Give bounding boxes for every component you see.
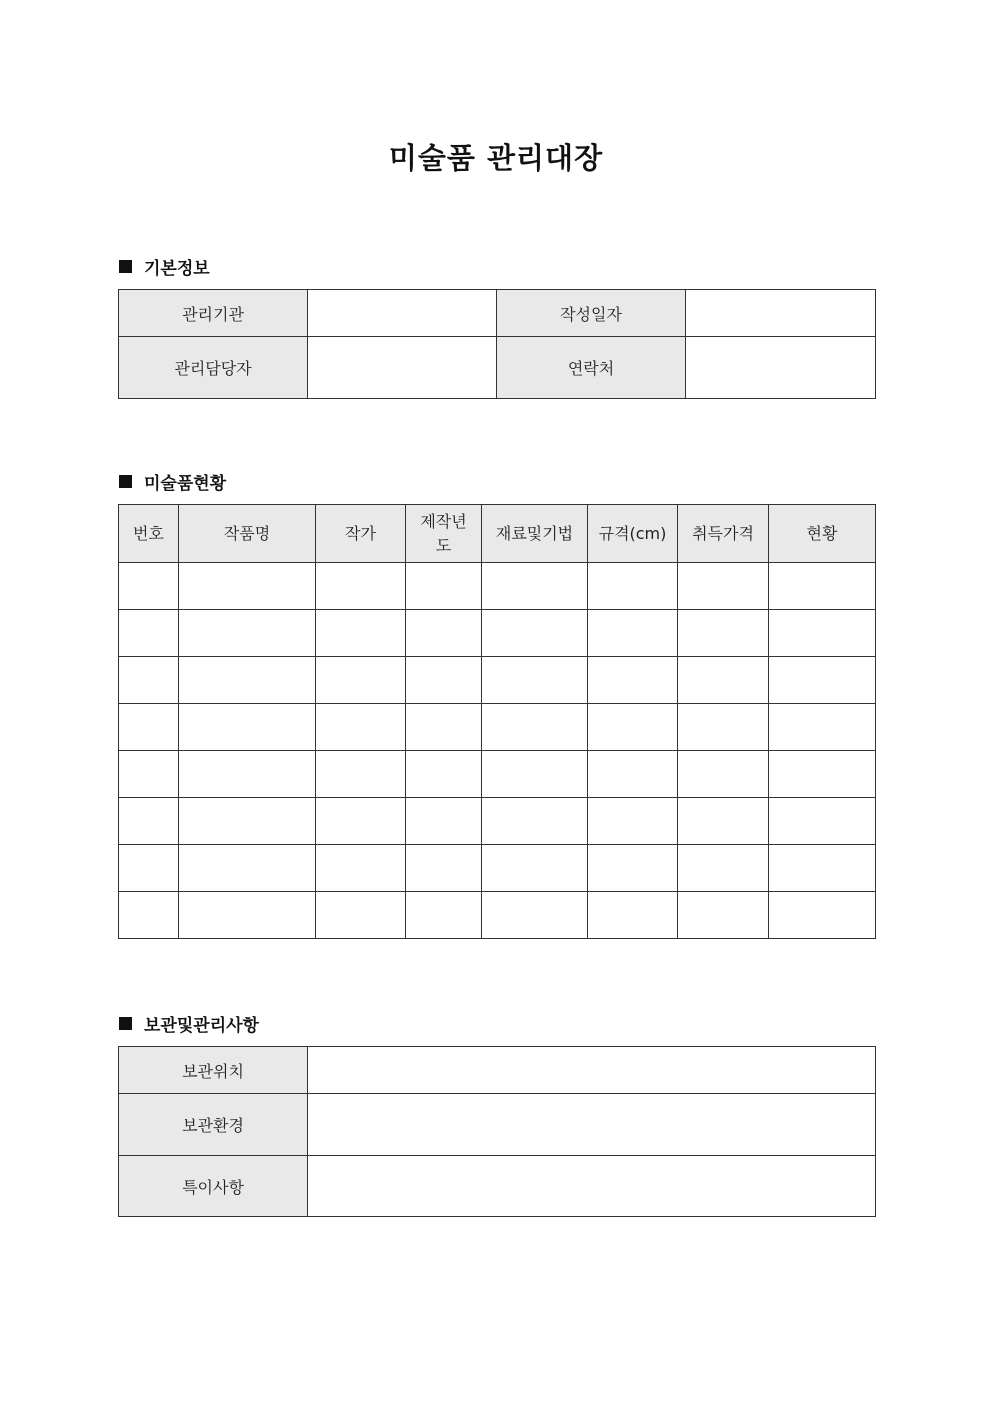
- table-cell[interactable]: [316, 751, 406, 798]
- table-cell[interactable]: [482, 798, 588, 845]
- table-cell[interactable]: [316, 657, 406, 704]
- table-cell[interactable]: [482, 610, 588, 657]
- column-header-size: 규격(cm): [588, 505, 678, 563]
- table-cell[interactable]: [482, 563, 588, 610]
- table-row: [119, 798, 876, 845]
- managing-institution-field[interactable]: [308, 290, 497, 337]
- managing-institution-label: 관리기관: [119, 290, 308, 337]
- contact-field[interactable]: [686, 337, 876, 399]
- table-cell[interactable]: [678, 704, 769, 751]
- table-cell[interactable]: [406, 704, 482, 751]
- table-row: [119, 704, 876, 751]
- column-header-price: 취득가격: [678, 505, 769, 563]
- table-cell[interactable]: [406, 751, 482, 798]
- table-row: [119, 610, 876, 657]
- table-row: [119, 845, 876, 892]
- storage-heading-label: 보관및관리사항: [144, 1016, 259, 1036]
- table-cell[interactable]: [119, 657, 179, 704]
- table-row: [119, 657, 876, 704]
- basic-info-row: [119, 290, 876, 337]
- table-header-row: [119, 505, 876, 563]
- table-cell[interactable]: [769, 610, 876, 657]
- table-cell[interactable]: [482, 657, 588, 704]
- table-cell[interactable]: [316, 892, 406, 939]
- square-bullet-icon: [119, 475, 132, 488]
- column-header-year-label: 제작년도: [420, 511, 467, 555]
- table-cell[interactable]: [588, 845, 678, 892]
- storage-environment-label: 보관환경: [119, 1094, 308, 1156]
- table-cell[interactable]: [678, 798, 769, 845]
- storage-row: [119, 1047, 876, 1094]
- square-bullet-icon: [119, 1017, 132, 1030]
- table-cell[interactable]: [769, 704, 876, 751]
- table-row: [119, 563, 876, 610]
- table-cell[interactable]: [179, 892, 316, 939]
- table-cell[interactable]: [588, 610, 678, 657]
- table-cell[interactable]: [678, 845, 769, 892]
- storage-environment-field[interactable]: [308, 1094, 876, 1156]
- column-header-year: [406, 505, 482, 563]
- table-cell[interactable]: [588, 892, 678, 939]
- table-cell[interactable]: [119, 798, 179, 845]
- table-cell[interactable]: [119, 704, 179, 751]
- table-cell[interactable]: [678, 563, 769, 610]
- table-cell[interactable]: [179, 610, 316, 657]
- table-cell[interactable]: [678, 657, 769, 704]
- table-cell[interactable]: [482, 892, 588, 939]
- table-cell[interactable]: [119, 892, 179, 939]
- table-cell[interactable]: [406, 892, 482, 939]
- table-cell[interactable]: [769, 892, 876, 939]
- basic-info-heading-label: 기본정보: [144, 259, 210, 279]
- remarks-label: 특이사항: [119, 1156, 308, 1217]
- table-cell[interactable]: [119, 610, 179, 657]
- remarks-field[interactable]: [308, 1156, 876, 1217]
- table-cell[interactable]: [769, 798, 876, 845]
- artworks-heading: [119, 469, 226, 494]
- artworks-table-body: [119, 563, 876, 939]
- table-cell[interactable]: [316, 610, 406, 657]
- table-cell[interactable]: [482, 704, 588, 751]
- table-cell[interactable]: [769, 563, 876, 610]
- table-cell[interactable]: [769, 845, 876, 892]
- table-cell[interactable]: [119, 751, 179, 798]
- table-cell[interactable]: [406, 845, 482, 892]
- table-cell[interactable]: [406, 610, 482, 657]
- basic-info-heading: [119, 254, 210, 279]
- table-cell[interactable]: [588, 751, 678, 798]
- table-cell[interactable]: [316, 798, 406, 845]
- table-cell[interactable]: [316, 845, 406, 892]
- table-cell[interactable]: [179, 751, 316, 798]
- basic-info-row: [119, 337, 876, 399]
- column-header-status: 현황: [769, 505, 876, 563]
- table-cell[interactable]: [588, 704, 678, 751]
- table-cell[interactable]: [179, 845, 316, 892]
- table-cell[interactable]: [769, 751, 876, 798]
- table-cell[interactable]: [406, 563, 482, 610]
- table-cell[interactable]: [179, 657, 316, 704]
- storage-location-label: 보관위치: [119, 1047, 308, 1094]
- storage-row: [119, 1094, 876, 1156]
- table-cell[interactable]: [179, 798, 316, 845]
- table-cell[interactable]: [588, 657, 678, 704]
- column-header-number: 번호: [119, 505, 179, 563]
- date-written-label: 작성일자: [497, 290, 686, 337]
- storage-location-field[interactable]: [308, 1047, 876, 1094]
- table-cell[interactable]: [482, 845, 588, 892]
- artworks-heading-label: 미술품현황: [144, 474, 227, 494]
- table-cell[interactable]: [678, 610, 769, 657]
- table-cell[interactable]: [769, 657, 876, 704]
- table-cell[interactable]: [406, 657, 482, 704]
- table-cell[interactable]: [316, 704, 406, 751]
- table-cell[interactable]: [482, 751, 588, 798]
- table-cell[interactable]: [119, 845, 179, 892]
- artworks-table: [118, 504, 876, 939]
- column-header-artist: 작가: [316, 505, 406, 563]
- storage-table: [118, 1046, 876, 1217]
- basic-info-table: [118, 289, 876, 399]
- column-header-material: 재료및기법: [482, 505, 588, 563]
- page-title: 미술품 관리대장: [388, 141, 604, 175]
- table-cell[interactable]: [179, 563, 316, 610]
- table-cell[interactable]: [588, 798, 678, 845]
- storage-row: [119, 1156, 876, 1217]
- square-bullet-icon: [119, 260, 132, 273]
- table-row: [119, 751, 876, 798]
- table-row: [119, 892, 876, 939]
- column-header-title: 작품명: [179, 505, 316, 563]
- table-cell[interactable]: [316, 563, 406, 610]
- table-cell[interactable]: [588, 563, 678, 610]
- manager-label: 관리담당자: [119, 337, 308, 399]
- date-written-field[interactable]: [686, 290, 876, 337]
- storage-heading: [119, 1011, 259, 1036]
- table-cell[interactable]: [406, 798, 482, 845]
- table-cell[interactable]: [119, 563, 179, 610]
- manager-field[interactable]: [308, 337, 497, 399]
- table-cell[interactable]: [678, 751, 769, 798]
- table-cell[interactable]: [179, 704, 316, 751]
- table-cell[interactable]: [678, 892, 769, 939]
- contact-label: 연락처: [497, 337, 686, 399]
